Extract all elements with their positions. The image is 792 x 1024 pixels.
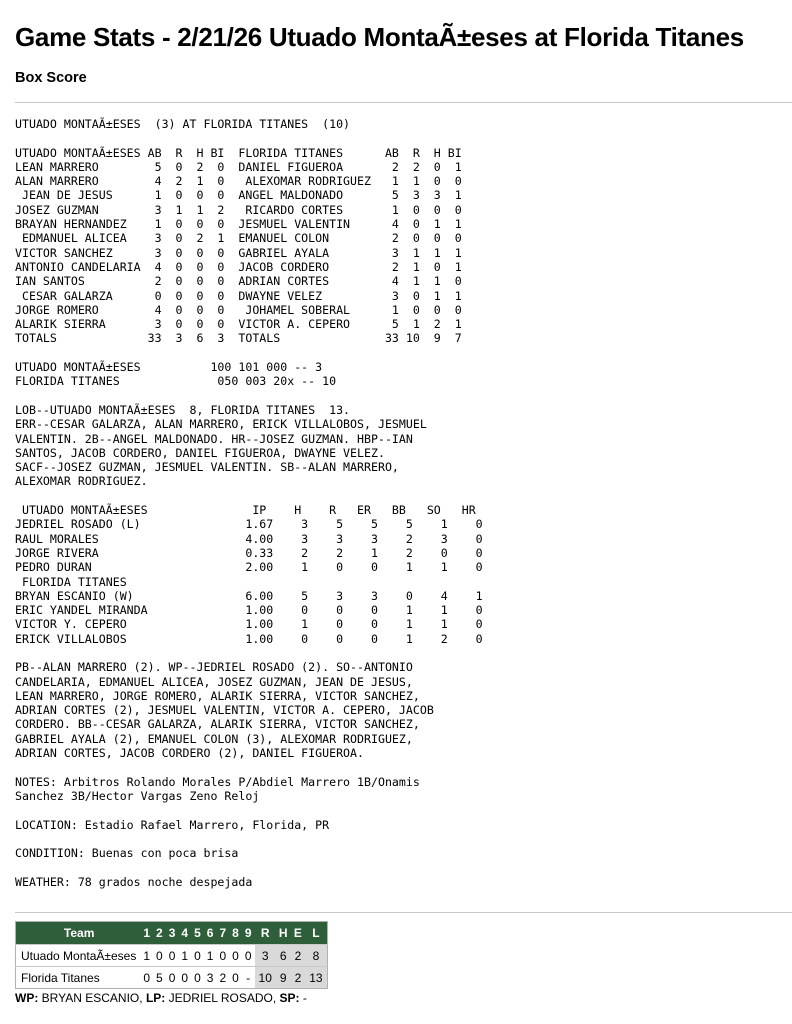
- total-runs: 3: [255, 945, 276, 967]
- header-errors: E: [291, 922, 306, 945]
- header-runs: R: [255, 922, 276, 945]
- header-inning-7: 7: [216, 922, 229, 945]
- header-inning-1: 1: [140, 922, 153, 945]
- header-inning-2: 2: [153, 922, 166, 945]
- total-runs: 10: [255, 967, 276, 989]
- save-pitcher: -: [302, 991, 307, 1005]
- inning-score: 2: [216, 967, 229, 989]
- inning-score: 0: [191, 945, 204, 967]
- inning-score: 0: [229, 945, 242, 967]
- total-lob: 13: [305, 967, 327, 989]
- linescore-row-home: [16, 967, 328, 989]
- inning-score: 0: [166, 967, 179, 989]
- header-hits: H: [276, 922, 291, 945]
- section-subtitle: Box Score: [15, 70, 87, 86]
- wp-label: WP:: [15, 991, 39, 1005]
- total-hits: 6: [276, 945, 291, 967]
- linescore-row-away: [16, 945, 328, 967]
- total-errors: 2: [291, 967, 306, 989]
- box-score-text: UTUADO MONTAÃ±ESES (3) AT FLORIDA TITANES (10) UTUADO MONTAÃ±ESES AB R H BI FLORIDA TITANES AB R H BI LEAN MARRERO 5 0 2 0 DANIEL FIGUEROA 2 2 0 1 ALAN MARRERO 4 2 1 0 ALEXOMAR RODRIGUEZ 1 1 0 0 JEAN DE JESUS 1 0 0 0 ANGEL MALDONADO 5 3 3 1 JOSEZ GUZMAN 3 1 1 2 RICARDO CORTES 1 0 0 0 BRAYAN HERNANDEZ 1 0 0 0 JESMUEL VALENTIN 4 0 1 1 EDMANUEL ALICEA 3 0 2 1 EMANUEL COLON 2 0 0 0 VICTOR SANCHEZ 3 0 0 0 GABRIEL AYALA 3 1 1 1 ANTONIO CANDELARIA 4 0 0 0 JACOB CORDERO 2 1 0 1 IAN SANTOS 2 0 0 0 ADRIAN CORTES 4 1 1 0 CESAR GALARZA 0 0 0 0 DWAYNE VELEZ 3 0 1 1 JORGE ROMERO 4 0 0 0 JOHAMEL SOBERAL 1 0 0 0 ALARIK SIERRA 3 0 0 0 VICTOR A. CEPERO 5 1 2 1 TOTALS 33 3 6 3 TOTALS 33 10 9 7 UTUADO MONTAÃ±ESES 100 101 000 -- 3 FLORIDA TITANES 050 003 20x -- 10 LOB--UTUADO MONTAÃ±ESES 8, FLORIDA TITANES 13. ERR--CESAR GALARZA, ALAN MARRERO, ERICK VILLALOBOS, JESMUEL VALENTIN. 2B--ANGEL MALDONADO. HR--JOSEZ GUZMAN. HBP--IAN SANTOS, JACOB CORDERO, DANIEL FIGUEROA, DWAYNE VELEZ. SACF--JOSEZ GUZMAN, JESMUEL VALENTIN. SB--ALAN MARRERO, ALEXOMAR RODRIGUEZ. UTUADO MONTAÃ±ESES IP H R ER BB SO HR JEDRIEL ROSADO (L) 1.67 3 5 5 5 1 0 RAUL MORALES 4.00 3 3 3 2 3 0 JORGE RIVERA 0.33 2 2 1 2 0 0 PEDRO DURAN 2.00 1 0 0 1 1 0 FLORIDA TITANES BRYAN ESCANIO (W) 6.00 5 3 3 0 4 1 ERIC YANDEL MIRANDA 1.00 0 0 0 1 1 0 VICTOR Y. CEPERO 1.00 1 0 0 1 1 0 ERICK VILLALOBOS 1.00 0 0 0 1 2 0 PB--ALAN MARRERO (2). WP--JEDRIEL ROSADO (2). SO--ANTONIO CANDELARIA, EDMANUEL ALICEA, JOSEZ GUZMAN, JEAN DE JESUS, LEAN MARRERO, JORGE ROMERO, ALARIK SIERRA, VICTOR SANCHEZ, ADRIAN CORTES (2), JESMUEL VALENTIN, VICTOR A. CEPERO, JACOB CORDERO. BB--CESAR GALARZA, ALARIK SIERRA, VICTOR SANCHEZ, GABRIEL AYALA (2), EMANUEL COLON (3), ALEXOMAR RODRIGUEZ, ADRIAN CORTES, JACOB CORDERO (2), DANIEL FIGUEROA. NOTES: Arbitros Rolando Morales P/Abdiel Marrero 1B/Onamis Sanchez 3B/Hector Vargas Zeno Reloj LOCATION: Estadio Rafael Marrero, Florida, PR CONDITION: Buenas con poca brisa WEATHER: 78 grados noche despejada: [15, 117, 483, 889]
- inning-score: 0: [178, 967, 191, 989]
- linescore-table: [15, 921, 328, 989]
- inning-score: 0: [216, 945, 229, 967]
- sp-label: SP:: [279, 991, 300, 1005]
- linescore-header-row: [16, 922, 328, 945]
- header-lob: L: [305, 922, 327, 945]
- page-title: Game Stats - 2/21/26 Utuado MontaÃ±eses at Florida Titanes: [15, 22, 744, 52]
- inning-score: 0: [229, 967, 242, 989]
- inning-score: 0: [166, 945, 179, 967]
- header-inning-8: 8: [229, 922, 242, 945]
- inning-score: 0: [153, 945, 166, 967]
- header-inning-3: 3: [166, 922, 179, 945]
- pitching-decisions: [15, 991, 307, 1005]
- inning-score: 0: [140, 967, 153, 989]
- divider-top: [15, 102, 792, 103]
- team-name: Florida Titanes: [16, 967, 141, 989]
- total-errors: 2: [291, 945, 306, 967]
- losing-pitcher: JEDRIEL ROSADO,: [168, 991, 277, 1005]
- header-inning-5: 5: [191, 922, 204, 945]
- inning-score: 5: [153, 967, 166, 989]
- total-lob: 8: [305, 945, 327, 967]
- winning-pitcher: BRYAN ESCANIO,: [41, 991, 143, 1005]
- inning-score: 3: [204, 967, 217, 989]
- inning-score: -: [242, 967, 255, 989]
- inning-score: 1: [140, 945, 153, 967]
- inning-score: 1: [178, 945, 191, 967]
- divider-bottom: [15, 912, 792, 913]
- header-inning-6: 6: [204, 922, 217, 945]
- inning-score: 0: [191, 967, 204, 989]
- header-inning-4: 4: [178, 922, 191, 945]
- header-team: Team: [16, 922, 141, 945]
- inning-score: 1: [204, 945, 217, 967]
- total-hits: 9: [276, 967, 291, 989]
- team-name: Utuado MontaÃ±eses: [16, 945, 141, 967]
- header-inning-9: 9: [242, 922, 255, 945]
- lp-label: LP:: [145, 991, 166, 1005]
- inning-score: 0: [242, 945, 255, 967]
